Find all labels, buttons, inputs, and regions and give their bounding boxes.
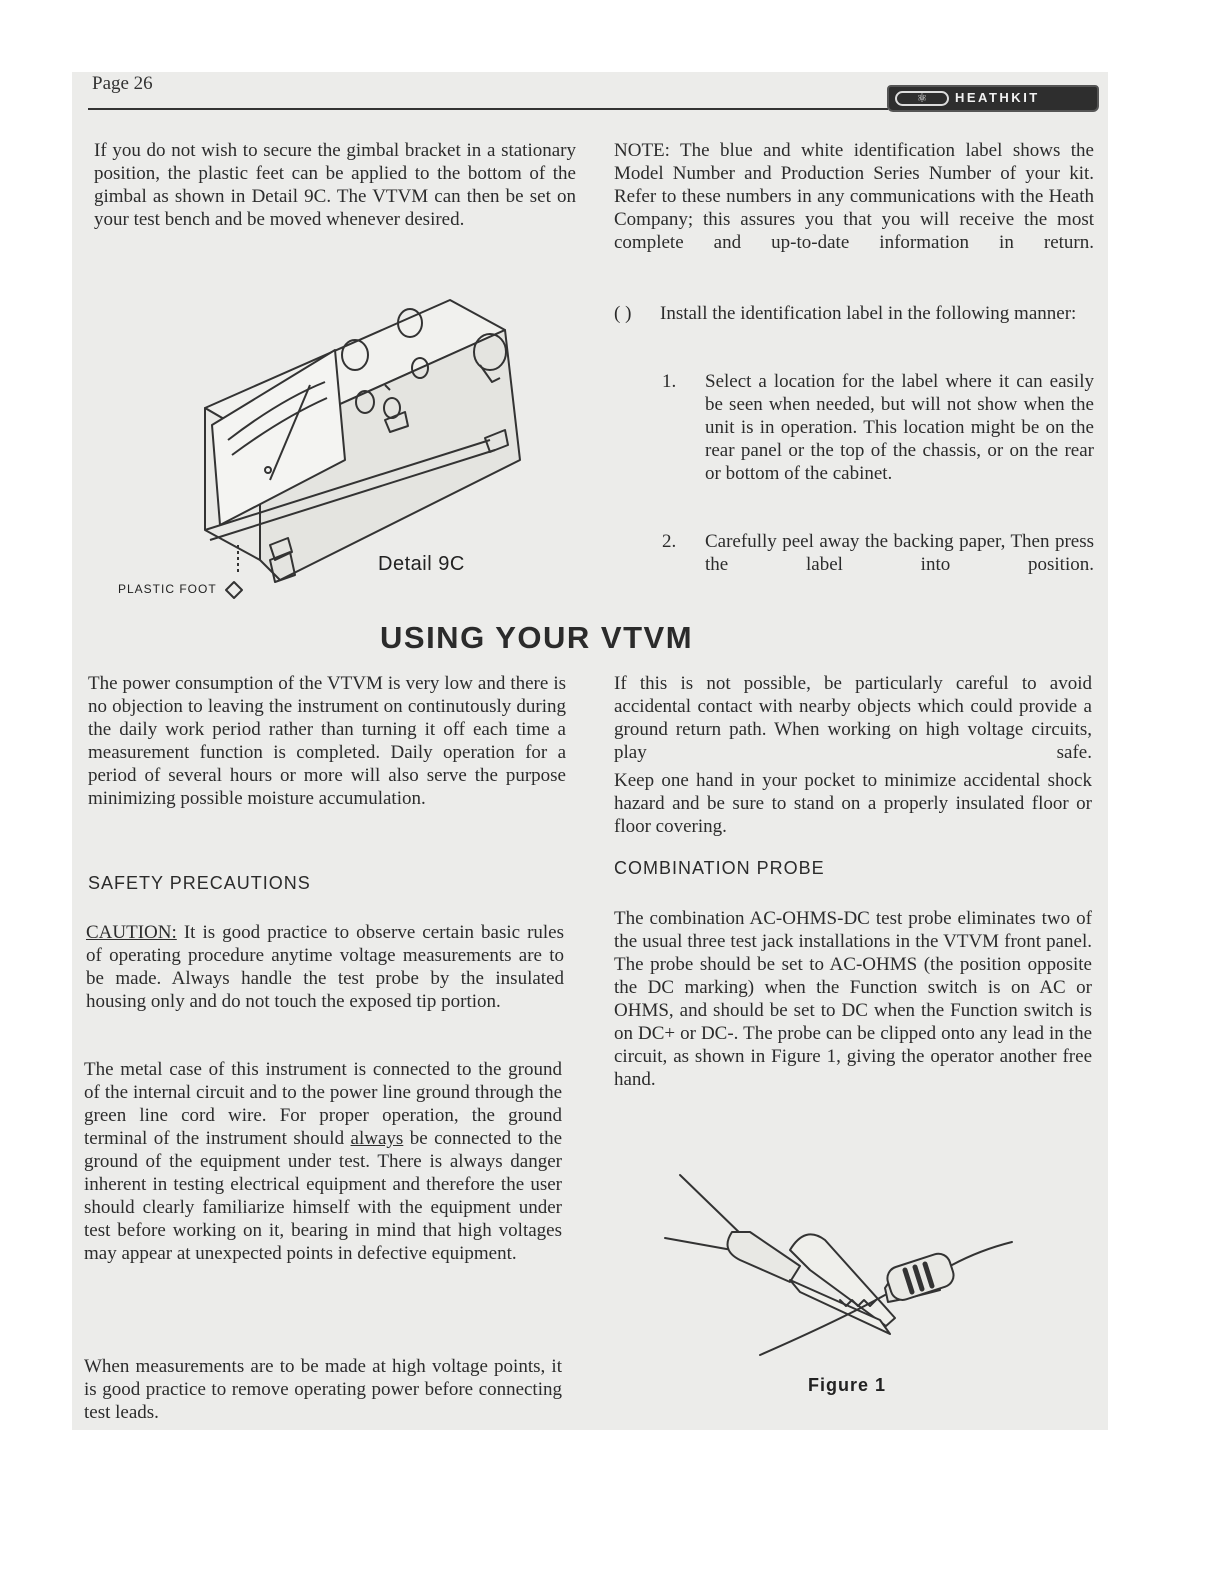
atom-emblem-icon: ⚛: [895, 91, 949, 106]
page-number: Page 26: [92, 73, 153, 94]
section-heading: USING YOUR VTVM: [380, 620, 694, 655]
install-step: Install the identification label in the following manner:: [660, 303, 1077, 324]
caution-paragraph: [86, 921, 564, 1013]
figure-1-caption: Figure 1: [808, 1375, 887, 1395]
probe-clip-illustration: [640, 1170, 1040, 1370]
metal-case-paragraph: [84, 1058, 562, 1265]
power-consumption-paragraph: The power consumption of the VTVM is very low and there is no objection to leaving the instrument on continutously during the daily work period rather than turning it off each time a measurement function is completed. Daily operation for a period of several hours or more will also serve the purpose minimizing possible moisture accumulation.: [88, 673, 566, 809]
header-rule: [88, 108, 888, 110]
step-number-1: 1.: [662, 371, 677, 392]
gimbal-paragraph: If you do not wish to secure the gimbal bracket in a stationary position, the plastic feet can be applied to the bottom of the gimbal as shown in Detail 9C. The VTVM can then be set on your test bench and be moved whenever desired.: [94, 140, 576, 230]
heathkit-logo: [887, 85, 1099, 112]
step-number-2: 2.: [662, 531, 677, 552]
caution-text: It is good practice to observe certain basic rules of operating procedure anytime voltage measurements are to be made. Always handle the test probe by the insulated housing only and do not touch the exposed tip portion.: [86, 922, 565, 1012]
always-emphasis: always: [350, 1128, 404, 1149]
id-label-note: NOTE: The blue and white identification label shows the Model Number and Production Series Number of your kit. Refer to these numbers in any communications with the Heath Company; this assures you that you will receive the most complete and up-to-date information in return.: [614, 140, 1094, 253]
metal-case-text-a: The metal case of this instrument is connected to the ground of the internal circuit and to the power line ground through the green line cord wire. For proper operation, the ground terminal of the instrument should: [84, 1059, 562, 1149]
plastic-foot-label: PLASTIC FOOT: [118, 582, 217, 596]
metal-case-text-b: be connected to the ground of the equipment under test. There is always danger inherent in testing electrical equipment and therefore the user should clearly familiarize himself with the equipment under test before working on it, bearing in mind that high voltages may appear at unexpected points in defective equipment.: [84, 1128, 563, 1264]
caution-label: CAUTION:: [86, 922, 177, 943]
vtvm-detail-illustration: [120, 290, 540, 620]
combination-probe-paragraph: The combination AC-OHMS-DC test probe eliminates two of the usual three test jack installations in the VTVM front panel. The probe should be set to AC-OHMS (the position opposite the DC marking) when the Function switch is on AC or OHMS, and should be set to DC when the Function switch is on DC+ or DC-. The probe can be clipped onto any lead in the circuit, as shown in Figure 1, giving the operator another free hand.: [614, 908, 1092, 1090]
step-text-1: Select a location for the label where it can easily be seen when needed, but will not show when the unit is in operation. This location might be on the rear panel or the top of the chassis, or on the rear or bottom of the cabinet.: [705, 371, 1094, 484]
brand-name: HEATHKIT: [955, 90, 1040, 105]
high-voltage-paragraph: When measurements are to be made at high voltage points, it is good practice to remove operating power before connecting test leads.: [84, 1356, 562, 1423]
step-checkbox: ( ): [614, 303, 632, 324]
combination-probe-heading: COMBINATION PROBE: [614, 858, 825, 878]
keep-hand-paragraph: Keep one hand in your pocket to minimize accidental shock hazard and be sure to stand on a properly insulated floor or floor covering.: [614, 770, 1092, 837]
ground-return-paragraph: If this is not possible, be particularly careful to avoid accidental contact with nearby objects which could provide a ground return path. When working on high voltage circuits, play safe.: [614, 673, 1092, 763]
detail-9c-caption: Detail 9C: [378, 553, 465, 575]
safety-heading: SAFETY PRECAUTIONS: [88, 873, 311, 893]
step-text-2: Carefully peel away the backing paper, Then press the label into position.: [705, 531, 1094, 575]
